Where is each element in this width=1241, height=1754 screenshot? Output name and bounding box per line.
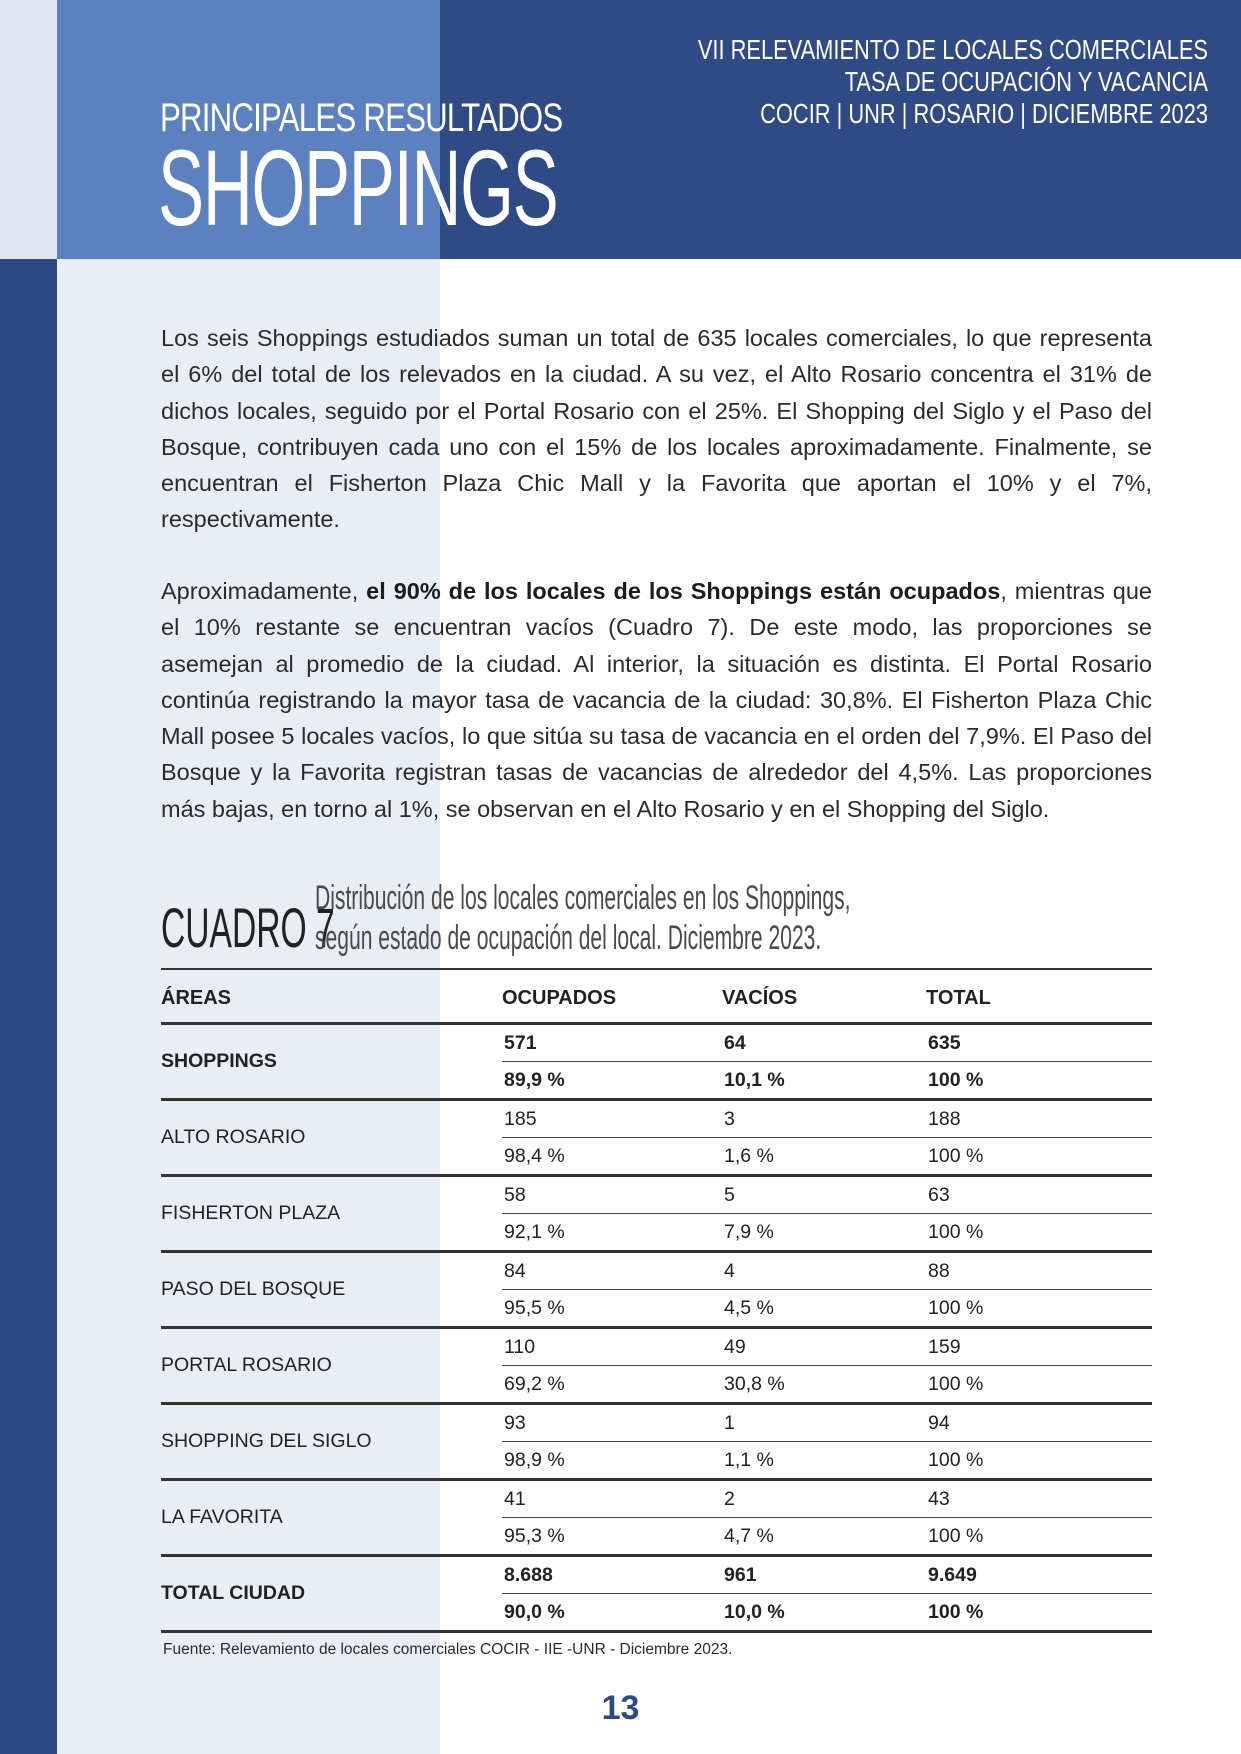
ocupados-pct-cell: 89,9 % [502,1062,722,1100]
page-number: 13 [601,1689,640,1727]
ocupados-count-cell: 93 [502,1404,722,1442]
total-count-cell: 635 [926,1024,1152,1062]
table-row [161,1404,1152,1442]
total-pct-cell: 100 % [926,1290,1152,1328]
table-caption-line-2: según estado de ocupación del local. Diciembre 2023. [315,919,822,957]
ocupados-pct-cell: 95,5 % [502,1290,722,1328]
vacios-pct-cell: 30,8 % [722,1366,926,1404]
total-count-cell: 43 [926,1480,1152,1518]
total-pct-cell: 100 % [926,1062,1152,1100]
vacios-pct-cell: 1,6 % [722,1138,926,1176]
left-top-block [0,0,57,259]
ocupados-count-cell: 84 [502,1252,722,1290]
total-pct-cell: 100 % [926,1442,1152,1480]
table-caption-line-1: Distribución de los locales comerciales en los Shoppings, [315,879,851,917]
vacios-count-cell: 4 [722,1252,926,1290]
header-total: TOTAL [926,969,1152,1024]
area-name-cell: SHOPPING DEL SIGLO [161,1404,502,1480]
table-row [161,1252,1152,1290]
ocupados-count-cell: 58 [502,1176,722,1214]
table-row [161,1176,1152,1214]
occupancy-table [161,968,1152,1633]
vacios-count-cell: 1 [722,1404,926,1442]
table-caption [315,878,850,958]
total-count-cell: 94 [926,1404,1152,1442]
vacios-pct-cell: 7,9 % [722,1214,926,1252]
ocupados-pct-cell: 90,0 % [502,1594,722,1632]
area-name-cell: TOTAL CIUDAD [161,1556,502,1632]
total-pct-cell: 100 % [926,1214,1152,1252]
ocupados-pct-cell: 95,3 % [502,1518,722,1556]
left-sidebar-strip [0,259,57,1754]
total-pct-cell: 100 % [926,1366,1152,1404]
table-row [161,1328,1152,1366]
area-name-cell: PASO DEL BOSQUE [161,1252,502,1328]
table-label: CUADRO 7 [161,896,335,959]
ocupados-count-cell: 41 [502,1480,722,1518]
total-pct-cell: 100 % [926,1518,1152,1556]
area-name-cell: LA FAVORITA [161,1480,502,1556]
vacios-count-cell: 49 [722,1328,926,1366]
occupancy-paragraph-pre: Aproximadamente, [161,578,367,604]
vacios-pct-cell: 4,7 % [722,1518,926,1556]
vacios-count-cell: 5 [722,1176,926,1214]
ocupados-count-cell: 110 [502,1328,722,1366]
report-header [508,34,1208,130]
header-areas: ÁREAS [161,969,502,1024]
occupancy-paragraph [161,573,1152,827]
ocupados-pct-cell: 92,1 % [502,1214,722,1252]
vacios-count-cell: 961 [722,1556,926,1594]
area-name-cell: PORTAL ROSARIO [161,1328,502,1404]
total-pct-cell: 100 % [926,1138,1152,1176]
vacios-pct-cell: 10,0 % [722,1594,926,1632]
header-ocupados: OCUPADOS [502,969,722,1024]
table-body [161,1024,1152,1632]
total-count-cell: 88 [926,1252,1152,1290]
report-header-line-2: TASA DE OCUPACIÓN Y VACANCIA [844,66,1208,97]
vacios-pct-cell: 10,1 % [722,1062,926,1100]
header-vacios: VACÍOS [722,969,926,1024]
total-count-cell: 188 [926,1100,1152,1138]
occupancy-paragraph-highlight: el 90% de los locales de los Shoppings están ocupados [366,578,1001,604]
ocupados-pct-cell: 98,4 % [502,1138,722,1176]
table-source-note: Fuente: Relevamiento de locales comerciales COCIR - IIE -UNR - Diciembre 2023. [163,1641,733,1658]
table-row [161,1556,1152,1594]
ocupados-count-cell: 185 [502,1100,722,1138]
ocupados-count-cell: 571 [502,1024,722,1062]
vacios-pct-cell: 1,1 % [722,1442,926,1480]
total-pct-cell: 100 % [926,1594,1152,1632]
area-name-cell: FISHERTON PLAZA [161,1176,502,1252]
total-count-cell: 9.649 [926,1556,1152,1594]
vacios-pct-cell: 4,5 % [722,1290,926,1328]
table-header-row [161,969,1152,1024]
total-count-cell: 159 [926,1328,1152,1366]
section-pretitle: PRINCIPALES RESULTADOS [160,96,563,140]
ocupados-pct-cell: 98,9 % [502,1442,722,1480]
report-header-line-3: COCIR | UNR | ROSARIO | DICIEMBRE 2023 [760,98,1208,129]
report-header-line-1: VII RELEVAMIENTO DE LOCALES COMERCIALES [697,34,1208,65]
area-name-cell: SHOPPINGS [161,1024,502,1100]
vacios-count-cell: 3 [722,1100,926,1138]
area-name-cell: ALTO ROSARIO [161,1100,502,1176]
table-row [161,1100,1152,1138]
total-count-cell: 63 [926,1176,1152,1214]
vacios-count-cell: 2 [722,1480,926,1518]
ocupados-count-cell: 8.688 [502,1556,722,1594]
table-row [161,1024,1152,1062]
section-title: SHOPPINGS [158,127,558,248]
table-row [161,1480,1152,1518]
ocupados-pct-cell: 69,2 % [502,1366,722,1404]
occupancy-paragraph-post: , mientras que el 10% restante se encuentran vacíos (Cuadro 7). De este modo, las proporciones se asemejan al promedio de la ciudad. Al interior, la situación es distinta. El Portal Rosario continúa registrando la mayor tasa de vacancia de la ciudad: 30,8%. El Fisherton Plaza Chic Mall posee 5 locales vacíos, lo que sitúa su tasa de vacancia en el orden del 7,9%. El Paso del Bosque y la Favorita registran tasas de vacancias de alrededor del 4,5%. Las proporciones más bajas, en torno al 1%, se observan en el Alto Rosario y en el Shopping del Siglo. [161,578,1152,822]
vacios-count-cell: 64 [722,1024,926,1062]
intro-paragraph: Los seis Shoppings estudiados suman un total de 635 locales comerciales, lo que representa el 6% del total de los relevados en la ciudad. A su vez, el Alto Rosario concentra el 31% de dichos locales, seguido por el Portal Rosario con el 25%. El Shopping del Siglo y el Paso del Bosque, contribuyen cada uno con el 15% de los locales aproximadamente. Finalmente, se encuentran el Fisherton Plaza Chic Mall y la Favorita que aportan el 10% y el 7%, respectivamente. [161,325,1152,533]
